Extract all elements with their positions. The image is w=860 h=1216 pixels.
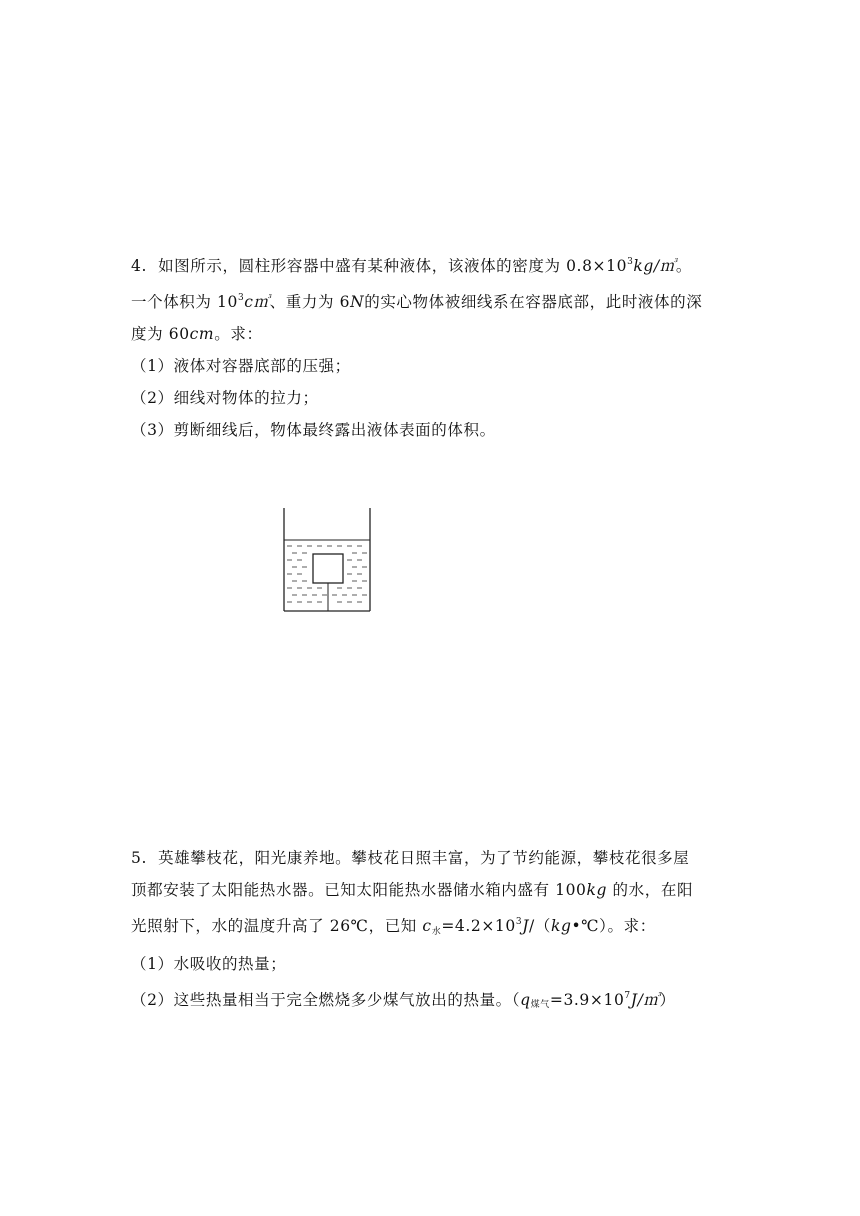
question-5-item-1: （1）水吸收的热量； <box>131 955 287 973</box>
question-5-line-1: 5. 英雄攀枝花，阳光康养地。攀枝花日照丰富，为了节约能源，攀枝花很多屋 <box>131 849 690 867</box>
question-4 <box>131 246 751 446</box>
question-4-line-3: 度为 60cm。求： <box>131 325 263 343</box>
question-4-line-2: 一个体积为 $10^3c㎥$、重力为 6N的实心物体被细线系在容器底部，此时液体的深 <box>131 293 703 311</box>
question-4-line-1: 4. 如图所示，圆柱形容器中盛有某种液体，该液体的密度为 $0.8\times 10^3kg/㎥$。 <box>131 257 692 275</box>
container-diagram <box>276 500 386 616</box>
question-4-item-2: （2）细线对物体的拉力； <box>131 389 319 407</box>
question-5-number: 5. <box>131 849 147 867</box>
question-5-line-2: 顶都安装了太阳能热水器。已知太阳能热水器储水箱内盛有 100kg 的水，在阳 <box>131 881 694 899</box>
question-5 <box>131 842 751 1021</box>
question-5-item-2: （2）这些热量相当于完全燃烧多少煤气放出的热量。（q煤气$=3.9\times 10^7J/㎥$） <box>131 991 676 1010</box>
question-4-item-3: （3）剪断细线后，物体最终露出液体表面的体积。 <box>131 421 496 439</box>
solid-block <box>313 554 343 583</box>
question-4-item-1: （1）液体对容器底部的压强； <box>131 357 351 375</box>
question-5-line-3: 光照射下，水的温度升高了 26℃，已知 $c_水=4.2\times 10^3J/(kg•℃)$。求： <box>131 917 656 937</box>
question-4-number: 4. <box>131 257 147 275</box>
